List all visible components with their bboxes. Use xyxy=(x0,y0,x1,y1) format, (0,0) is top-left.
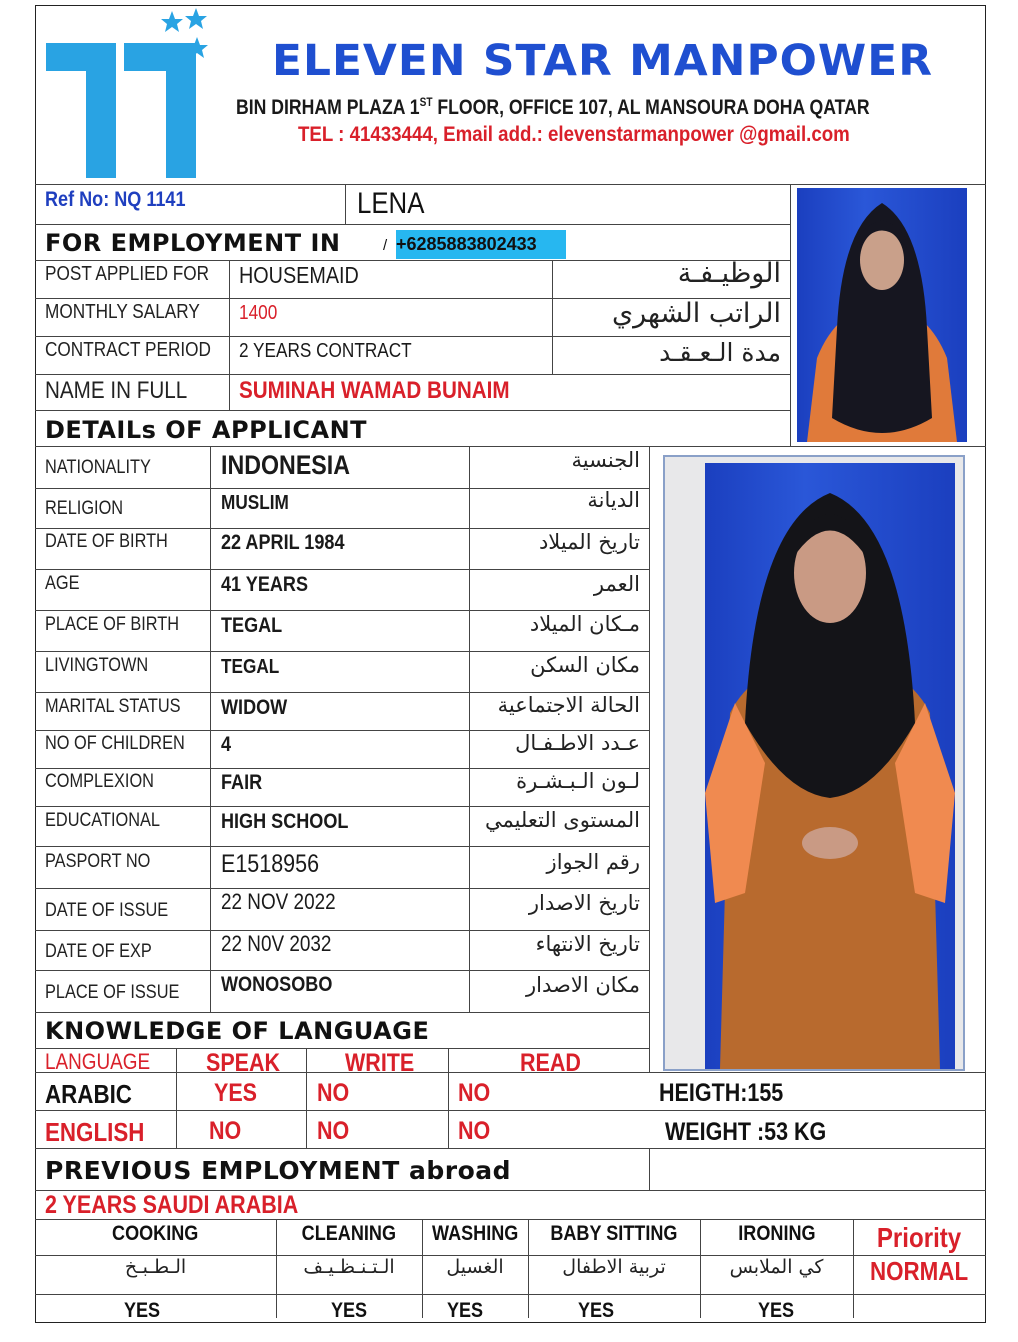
ref-number: Ref No: NQ 1141 xyxy=(45,188,186,211)
speak-header: SPEAK xyxy=(206,1049,281,1077)
detail-value: 41 YEARS xyxy=(221,573,309,596)
skill-arabic: الغسيل xyxy=(446,1256,504,1278)
skill-baby-sitting xyxy=(528,1222,700,1246)
detail-arabic: تاريخ الانتهاء xyxy=(535,932,640,956)
detail-value: 4 xyxy=(221,733,232,756)
detail-value: 22 APRIL 1984 xyxy=(221,531,345,554)
skill-label: CLEANING xyxy=(301,1222,397,1245)
detail-label: PLACE OF ISSUE xyxy=(45,982,180,1003)
short-name: LENA xyxy=(357,187,425,220)
read-header: READ xyxy=(520,1049,581,1077)
detail-value: WIDOW xyxy=(221,696,288,719)
skill-value-cell xyxy=(35,1299,250,1323)
skill-arabic: كي الملابس xyxy=(729,1256,824,1278)
detail-arabic: تاريخ الاصدار xyxy=(528,891,640,915)
detail-label: PLACE OF BIRTH xyxy=(45,614,180,635)
detail-label: LIVINGTOWN xyxy=(45,655,149,676)
detail-arabic: مكان الاصدار xyxy=(526,973,640,997)
skill-arabic: تربية الاطفال xyxy=(562,1256,666,1278)
language-write: NO xyxy=(317,1079,350,1107)
detail-arabic: رقم الجواز xyxy=(546,850,640,874)
detail-arabic: تاريخ الميلاد xyxy=(538,530,640,554)
detail-value: 22 NOV 2022 xyxy=(221,889,336,914)
detail-label: AGE xyxy=(45,573,80,594)
write-header: WRITE xyxy=(345,1049,415,1077)
height-value: HEIGTH:155 xyxy=(659,1079,784,1107)
detail-label: NATIONALITY xyxy=(45,457,151,478)
detail-arabic: المستوى التعليمي xyxy=(484,808,640,832)
detail-value: INDONESIA xyxy=(221,450,351,480)
company-logo xyxy=(44,8,214,183)
person-icon xyxy=(705,463,955,1069)
post-arabic: الوظيـفـة xyxy=(677,258,781,289)
detail-value: WONOSOBO xyxy=(221,973,333,996)
phone-number: +6285883802433 xyxy=(396,230,566,259)
language-title: KNOWLEDGE OF LANGUAGE xyxy=(45,1017,430,1045)
detail-label: COMPLEXION xyxy=(45,771,154,792)
language-write: NO xyxy=(317,1117,350,1145)
language-header: LANGUAGE xyxy=(45,1049,151,1074)
previous-title: PREVIOUS EMPLOYMENT abroad xyxy=(45,1156,512,1185)
language-name: ARABIC xyxy=(45,1079,132,1109)
post-value: HOUSEMAID xyxy=(239,262,359,288)
detail-arabic: مكان السكن xyxy=(530,653,640,677)
skill-cleaning xyxy=(276,1222,422,1246)
language-speak: YES xyxy=(214,1079,258,1107)
skill-value: YES xyxy=(446,1299,484,1322)
salary-label: MONTHLY SALARY xyxy=(45,301,200,323)
skill-value-cell xyxy=(528,1299,664,1323)
detail-label: DATE OF BIRTH xyxy=(45,531,168,552)
detail-value: E1518956 xyxy=(221,850,320,878)
photo-frame xyxy=(663,455,965,1071)
skill-value-cell xyxy=(276,1299,422,1323)
priority-value-cell xyxy=(853,1256,986,1287)
detail-value: TEGAL xyxy=(221,656,280,678)
fullname-label: NAME IN FULL xyxy=(45,377,188,404)
detail-label: DATE OF EXP xyxy=(45,941,152,962)
post-label: POST APPLIED FOR xyxy=(45,263,210,285)
applicant-photo-small xyxy=(797,188,967,442)
priority-value: NORMAL xyxy=(870,1256,969,1286)
detail-arabic: لـون الـبـشـرة xyxy=(516,769,640,793)
contract-arabic: مدة الـعـقـد xyxy=(659,338,781,367)
skill-label: IRONING xyxy=(737,1222,816,1245)
star-icon xyxy=(185,8,207,29)
salary-arabic: الراتب الشهري xyxy=(611,298,781,329)
applicant-photo-large xyxy=(705,463,955,1069)
details-title: DETAILs OF APPLICANT xyxy=(45,416,368,444)
detail-label: RELIGION xyxy=(45,498,124,519)
company-contact: TEL : 41433444, Email add.: elevenstarmanpower @gmail.com xyxy=(298,123,850,146)
star-icon xyxy=(161,11,183,32)
detail-arabic: الجنسية xyxy=(571,448,640,472)
detail-label: MARITAL STATUS xyxy=(45,696,181,717)
divider xyxy=(35,184,986,185)
language-read: NO xyxy=(458,1117,491,1145)
skill-arabic: الـطـبـخ xyxy=(124,1256,187,1278)
weight-value: WEIGHT :53 KG xyxy=(665,1118,827,1146)
skill-cooking xyxy=(35,1222,276,1246)
detail-label: NO OF CHILDREN xyxy=(45,733,185,754)
skill-label: COOKING xyxy=(112,1222,199,1245)
detail-value: MUSLIM xyxy=(221,492,289,514)
person-icon xyxy=(797,188,967,442)
detail-label: DATE OF ISSUE xyxy=(45,900,169,921)
detail-label: EDUCATIONAL xyxy=(45,810,161,831)
skill-value-cell xyxy=(422,1299,508,1323)
skill-arabic: الـتـنـظـيـف xyxy=(303,1256,395,1278)
detail-arabic: مـكان الميلاد xyxy=(529,612,640,636)
detail-arabic: العمر xyxy=(593,572,640,596)
skill-value-cell xyxy=(700,1299,853,1323)
company-name: ELEVEN STAR MANPOWER xyxy=(272,36,934,86)
contract-value: 2 YEARS CONTRACT xyxy=(239,340,412,362)
detail-value: TEGAL xyxy=(221,614,283,637)
language-speak: NO xyxy=(209,1117,242,1145)
priority-label: Priority xyxy=(877,1222,962,1253)
salary-value: 1400 xyxy=(239,302,278,324)
detail-value: FAIR xyxy=(221,771,263,794)
detail-arabic: الديانة xyxy=(587,488,640,512)
skill-ironing xyxy=(700,1222,853,1246)
skill-value: YES xyxy=(758,1299,795,1322)
detail-arabic: الحالة الاجتماعية xyxy=(497,693,640,717)
employment-label: FOR EMPLOYMENT IN xyxy=(45,229,341,257)
skill-value: YES xyxy=(330,1299,368,1322)
company-address: BIN DIRHAM PLAZA 1ST FLOOR, OFFICE 107, AL MANSOURA DOHA QATAR xyxy=(236,95,870,119)
skill-value: YES xyxy=(124,1299,161,1322)
language-read: NO xyxy=(458,1079,491,1107)
language-name: ENGLISH xyxy=(45,1117,145,1147)
previous-value: 2 YEARS SAUDI ARABIA xyxy=(45,1191,299,1219)
detail-value: HIGH SCHOOL xyxy=(221,810,349,833)
fullname-value: SUMINAH WAMAD BUNAIM xyxy=(239,377,510,404)
skill-washing xyxy=(422,1222,528,1246)
employment-separator: / xyxy=(383,237,388,254)
contract-label: CONTRACT PERIOD xyxy=(45,339,211,361)
detail-arabic: عـدد الاطـفـال xyxy=(515,731,640,755)
detail-value: 22 N0V 2032 xyxy=(221,931,332,956)
priority-cell xyxy=(853,1222,986,1254)
skill-label: BABY SITTING xyxy=(550,1222,678,1245)
skill-label: WASHING xyxy=(431,1222,519,1245)
skill-value: YES xyxy=(577,1299,615,1322)
detail-label: PASPORT NO xyxy=(45,851,151,872)
